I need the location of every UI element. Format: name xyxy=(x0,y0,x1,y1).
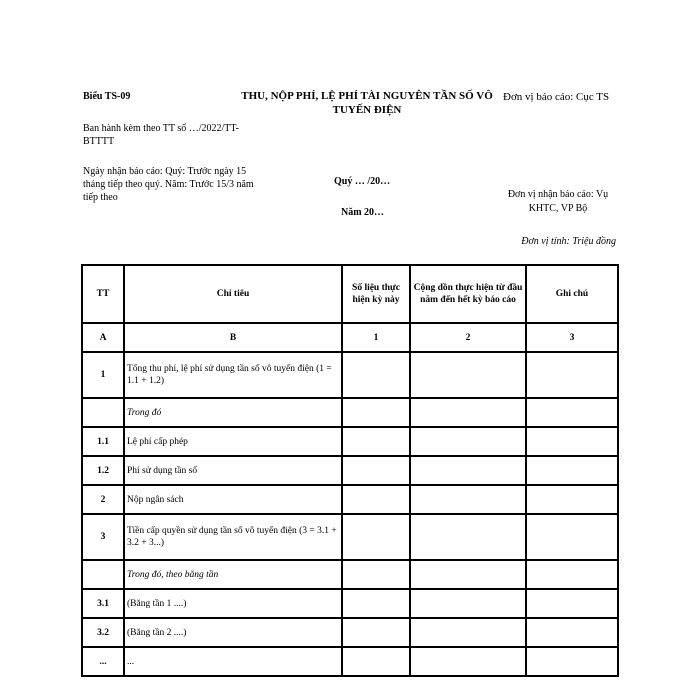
row-number: 3.2 xyxy=(82,618,124,647)
row-number: 1.1 xyxy=(82,427,124,456)
cumulative-value-cell[interactable] xyxy=(410,398,526,427)
row-number: 2 xyxy=(82,485,124,514)
cumulative-value-cell[interactable] xyxy=(410,352,526,398)
column-header: Số liệu thực hiện kỳ này xyxy=(342,265,410,323)
column-index: 1 xyxy=(342,323,410,352)
table-row xyxy=(82,647,618,676)
period-value-cell[interactable] xyxy=(342,618,410,647)
row-indicator: Tiền cấp quyền sử dụng tần số vô tuyến điện (3 = 3.1 + 3.2 + 3...) xyxy=(124,514,342,560)
cumulative-value-cell[interactable] xyxy=(410,560,526,589)
period-value-cell[interactable] xyxy=(342,589,410,618)
column-index: 3 xyxy=(526,323,618,352)
note-cell[interactable] xyxy=(526,456,618,485)
receipt-deadline: Ngày nhận báo cáo: Quý: Trước ngày 15 tháng tiếp theo quý. Năm: Trước 15/3 năm tiếp theo xyxy=(83,166,254,203)
note-cell[interactable] xyxy=(526,485,618,514)
quarter-field: Quý … /20… xyxy=(334,176,391,187)
note-cell[interactable] xyxy=(526,427,618,456)
period-value-cell[interactable] xyxy=(342,514,410,560)
row-indicator: Nộp ngân sách xyxy=(124,485,342,514)
column-index: B xyxy=(124,323,342,352)
cumulative-value-cell[interactable] xyxy=(410,514,526,560)
period-value-cell[interactable] xyxy=(342,427,410,456)
row-number: 3.1 xyxy=(82,589,124,618)
note-cell[interactable] xyxy=(526,560,618,589)
issued-with-circular: Ban hành kèm theo TT số …/2022/TT-BTTTT xyxy=(83,123,239,147)
note-cell[interactable] xyxy=(526,618,618,647)
cumulative-value-cell[interactable] xyxy=(410,456,526,485)
table-row xyxy=(82,352,618,398)
reporting-unit: Đơn vị báo cáo: Cục TS xyxy=(503,91,610,103)
period-value-cell[interactable] xyxy=(342,398,410,427)
table-row xyxy=(82,560,618,589)
row-indicator: Phí sử dụng tần số xyxy=(124,456,342,485)
row-indicator: ... xyxy=(124,647,342,676)
receiving-unit: Đơn vị nhận báo cáo: Vụ KHTC, VP Bộ xyxy=(507,189,609,214)
note-cell[interactable] xyxy=(526,589,618,618)
note-cell[interactable] xyxy=(526,398,618,427)
unit-of-measure: Đơn vị tính: Triệu đồng xyxy=(521,236,616,247)
table-row xyxy=(82,618,618,647)
table-header-row xyxy=(82,265,618,323)
row-number xyxy=(82,560,124,589)
period-value-cell[interactable] xyxy=(342,560,410,589)
note-cell[interactable] xyxy=(526,514,618,560)
table-row xyxy=(82,398,618,427)
row-indicator: Lệ phí cấp phép xyxy=(124,427,342,456)
cumulative-value-cell[interactable] xyxy=(410,485,526,514)
column-header: Chỉ tiêu xyxy=(124,265,342,323)
row-indicator: Trong đó, theo băng tần xyxy=(124,560,342,589)
period-value-cell[interactable] xyxy=(342,485,410,514)
report-title: THU, NỘP PHÍ, LỆ PHÍ TÀI NGUYÊN TẦN SỐ VÔ TUYẾN ĐIỆN xyxy=(241,90,493,116)
cumulative-value-cell[interactable] xyxy=(410,589,526,618)
table-row xyxy=(82,427,618,456)
column-index: 2 xyxy=(410,323,526,352)
row-indicator: (Băng tần 2 ....) xyxy=(124,618,342,647)
row-number: 1.2 xyxy=(82,456,124,485)
report-table xyxy=(81,264,619,677)
year-field: Năm 20… xyxy=(341,207,385,218)
period-value-cell[interactable] xyxy=(342,352,410,398)
table-row xyxy=(82,589,618,618)
row-number: 1 xyxy=(82,352,124,398)
table-row xyxy=(82,456,618,485)
table-row xyxy=(82,485,618,514)
column-header: TT xyxy=(82,265,124,323)
row-number: 3 xyxy=(82,514,124,560)
row-indicator: (Băng tần 1 ....) xyxy=(124,589,342,618)
cumulative-value-cell[interactable] xyxy=(410,647,526,676)
column-header: Ghi chú xyxy=(526,265,618,323)
row-indicator: Tổng thu phí, lệ phí sử dụng tần số vô tuyến điện (1 = 1.1 + 1.2) xyxy=(124,352,342,398)
note-cell[interactable] xyxy=(526,352,618,398)
form-code: Biểu TS-09 xyxy=(83,91,131,102)
row-indicator: Trong đó xyxy=(124,398,342,427)
cumulative-value-cell[interactable] xyxy=(410,427,526,456)
column-index-row xyxy=(82,323,618,352)
column-header: Cộng dồn thực hiện từ đầu năm đến hết kỳ báo cáo xyxy=(410,265,526,323)
period-value-cell[interactable] xyxy=(342,456,410,485)
period-value-cell[interactable] xyxy=(342,647,410,676)
row-number: ... xyxy=(82,647,124,676)
note-cell[interactable] xyxy=(526,647,618,676)
column-index: A xyxy=(82,323,124,352)
row-number xyxy=(82,398,124,427)
cumulative-value-cell[interactable] xyxy=(410,618,526,647)
table-row xyxy=(82,514,618,560)
